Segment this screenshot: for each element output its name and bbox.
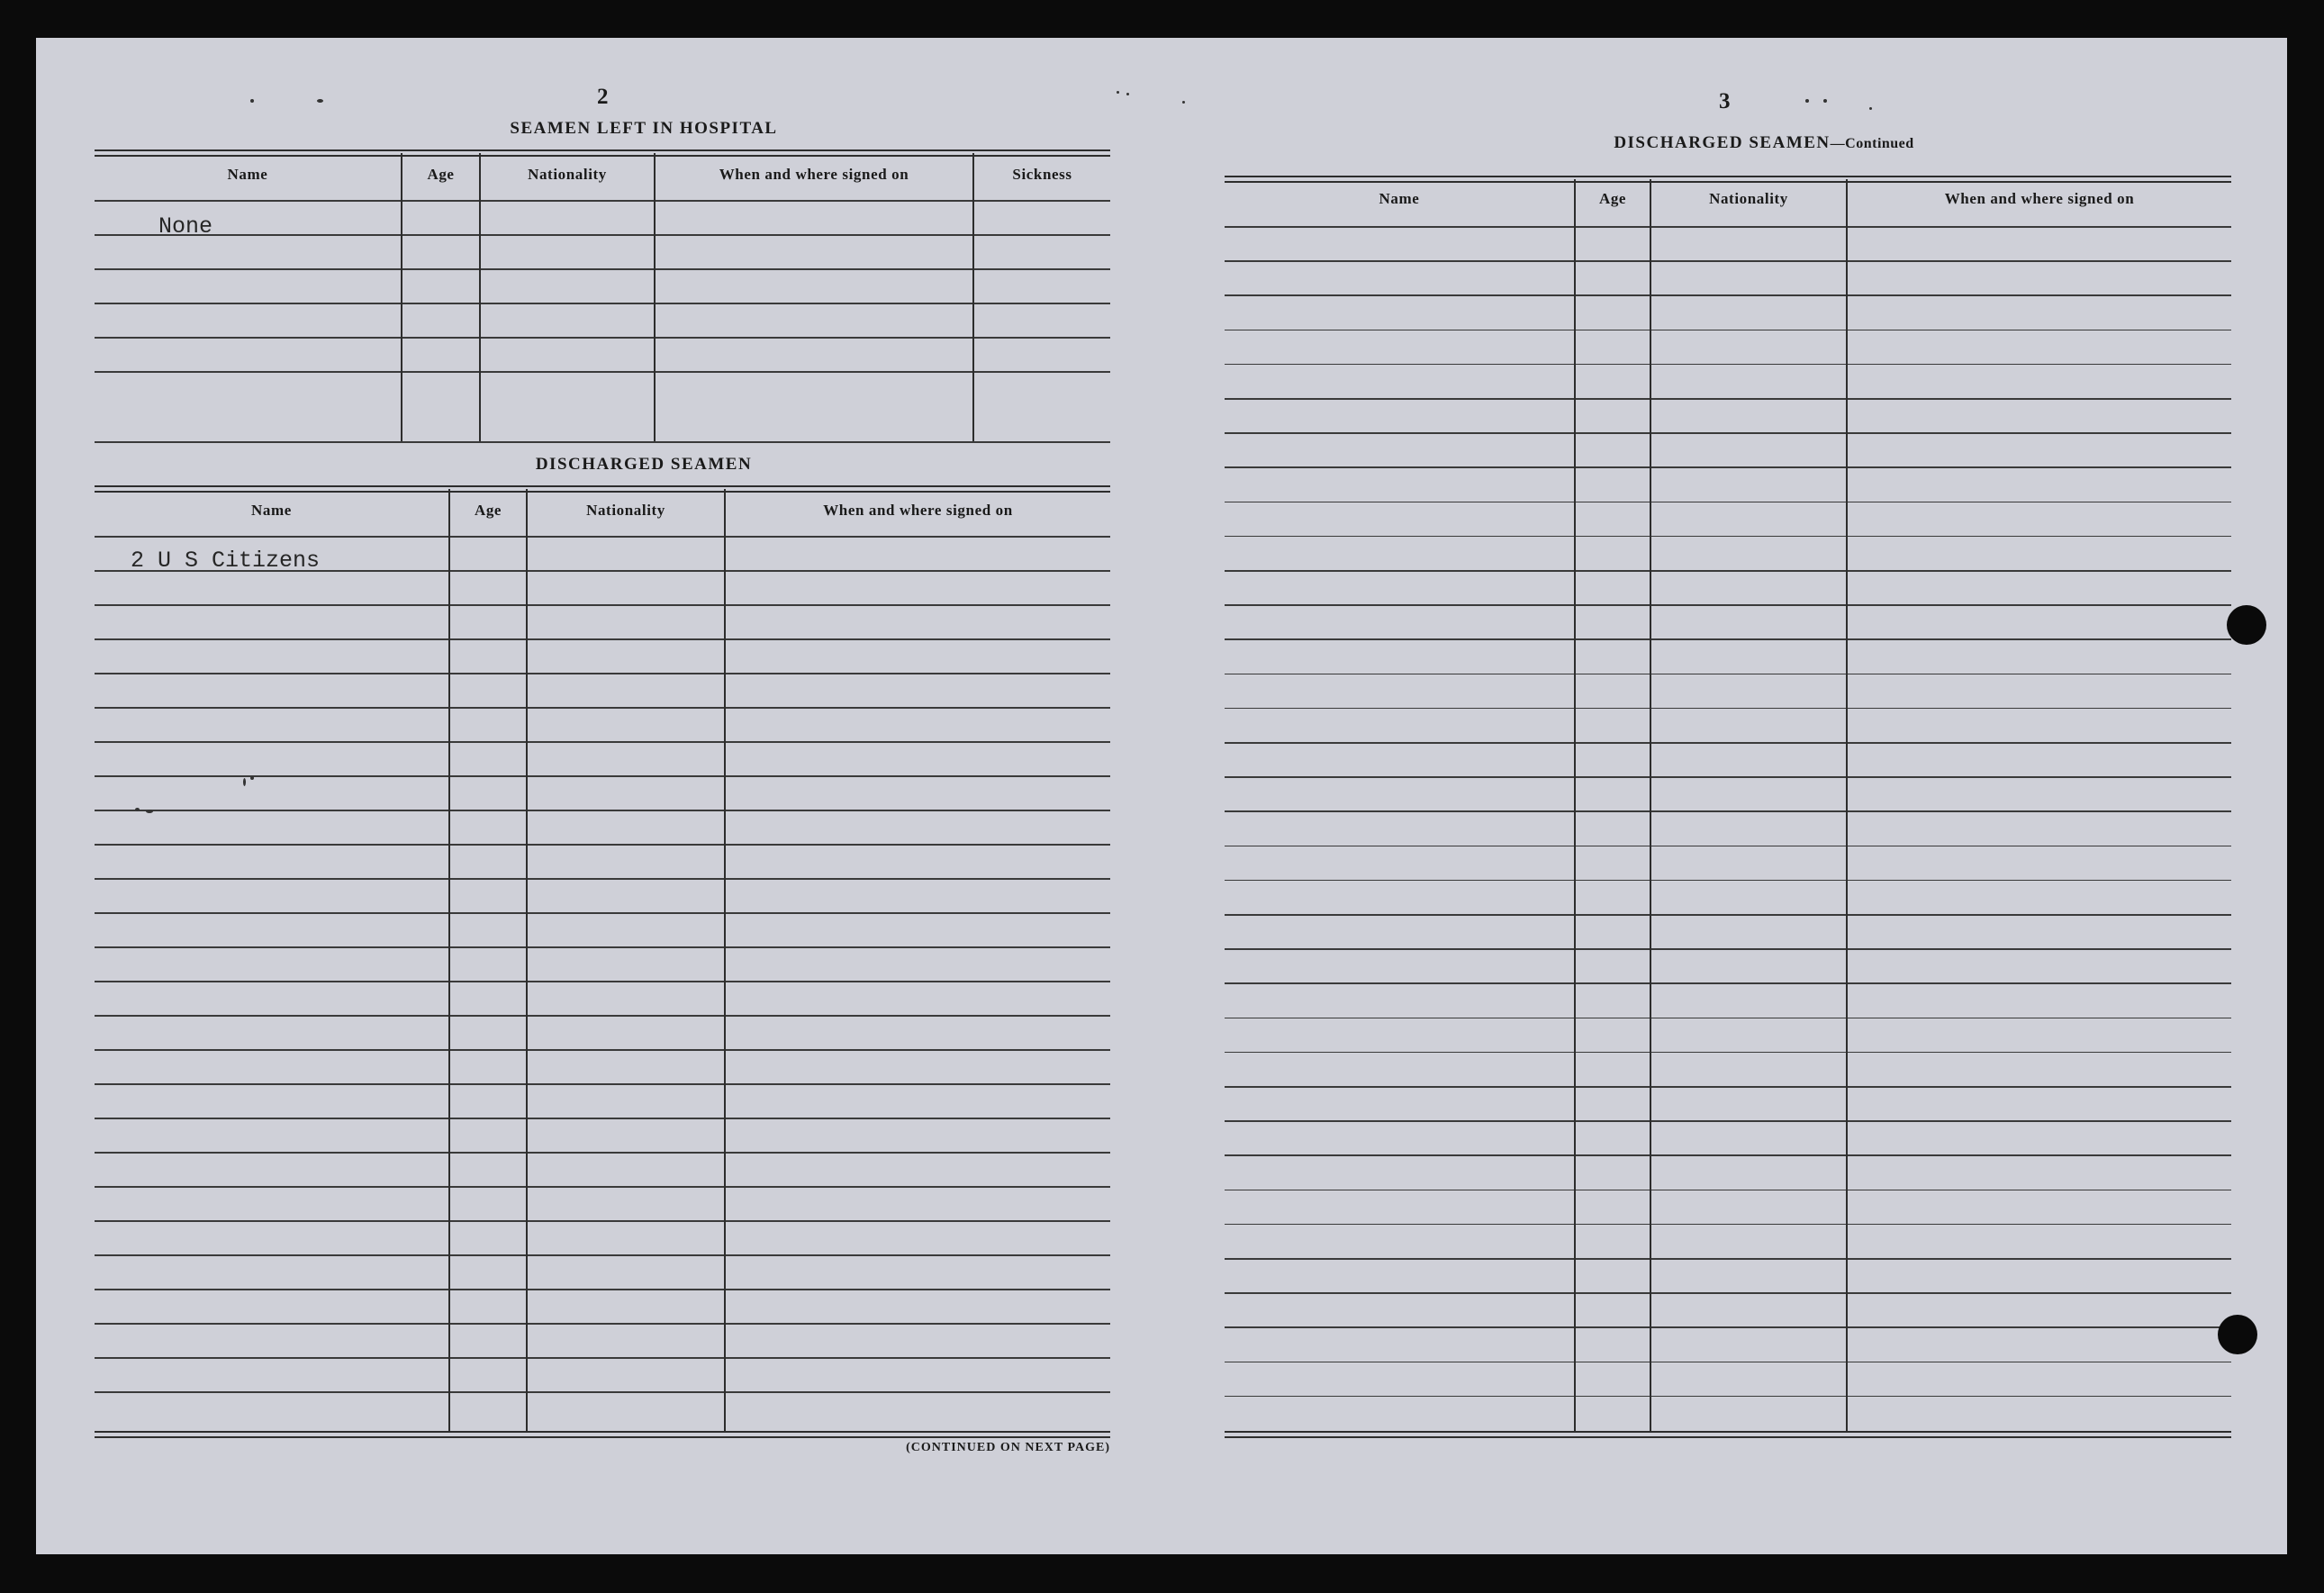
form-row-line: [95, 1391, 1110, 1393]
binder-hole: [2218, 1315, 2257, 1354]
form-row-line: [95, 1083, 1110, 1085]
form-row-line: [95, 878, 1110, 880]
form-row-line: [95, 536, 1110, 538]
form-row-line: [1225, 536, 2231, 538]
form-row-line: [95, 1289, 1110, 1290]
form-row-line: [1225, 1018, 2231, 1019]
form-row-line: [1225, 1258, 2231, 1260]
form-row-line: [95, 638, 1110, 640]
form-row-line: [95, 1049, 1110, 1051]
form-row-line: [95, 1254, 1110, 1256]
hospital-entry: None: [158, 213, 213, 240]
form-row-line: [1225, 294, 2231, 296]
form-row-line: [95, 1118, 1110, 1119]
form-row-line: [1225, 1190, 2231, 1191]
form-row-line: [1225, 1120, 2231, 1122]
discharged-continued-title: DISCHARGED SEAMEN—Continued: [1614, 133, 1914, 152]
form-row-line: [1225, 1326, 2231, 1328]
form-row-line: [1225, 1154, 2231, 1156]
form-row-line: [1225, 742, 2231, 744]
hospital-col-name: Name: [227, 166, 268, 183]
form-row-line: [95, 981, 1110, 982]
continued-col-age: Age: [1598, 190, 1627, 207]
discharged-col-name: Name: [251, 502, 292, 519]
form-row-line: [1225, 260, 2231, 262]
form-row-line: [1225, 1396, 2231, 1398]
discharged-entry: 2 U S Citizens: [131, 548, 321, 574]
form-row-line: [95, 1220, 1110, 1222]
continued-col-signed-on: When and where signed on: [1944, 190, 2135, 207]
form-row-line: [1225, 708, 2231, 710]
form-row-line: [95, 1323, 1110, 1325]
discharged-col-nationality: Nationality: [586, 502, 665, 519]
continued-col-name: Name: [1379, 190, 1420, 207]
form-row-line: [1225, 1086, 2231, 1088]
form-row-line: [1225, 880, 2231, 882]
form-row-line: [95, 912, 1110, 914]
discharged-col-age: Age: [474, 502, 502, 519]
right-page-number: 3: [1719, 89, 1731, 113]
form-row-line: [1225, 1362, 2231, 1363]
form-row-line: [95, 673, 1110, 674]
form-row-line: [1225, 1292, 2231, 1294]
hospital-col-nationality: Nationality: [528, 166, 607, 183]
form-row-line: [1225, 674, 2231, 675]
form-row-line: [1225, 776, 2231, 778]
form-row-line: [1225, 604, 2231, 606]
form-row-line: [1225, 432, 2231, 434]
form-row-line: [95, 810, 1110, 811]
form-row-line: [1225, 810, 2231, 812]
form-row-line: [95, 1152, 1110, 1154]
form-row-line: [1225, 914, 2231, 916]
form-row-line: [1225, 1224, 2231, 1226]
form-row-line: [1225, 502, 2231, 503]
form-row-line: [95, 775, 1110, 777]
form-row-line: [95, 604, 1110, 606]
hospital-section-title: SEAMEN LEFT IN HOSPITAL: [510, 119, 778, 138]
form-row-line: [1225, 466, 2231, 468]
continued-footer: (CONTINUED ON NEXT PAGE): [906, 1441, 1110, 1454]
binder-hole: [2227, 605, 2266, 645]
hospital-col-sickness: Sickness: [1012, 166, 1072, 183]
discharged-section-title: DISCHARGED SEAMEN: [535, 455, 753, 474]
form-row-line: [95, 741, 1110, 743]
document-sheet: [36, 38, 2287, 1554]
form-row-line: [1225, 226, 2231, 228]
form-row-line: [95, 707, 1110, 709]
form-row-line: [95, 1357, 1110, 1359]
hospital-col-age: Age: [427, 166, 455, 183]
left-page-number: 2: [597, 85, 609, 109]
form-row-line: [1225, 330, 2231, 331]
form-row-line: [1225, 982, 2231, 984]
form-row-line: [1225, 948, 2231, 950]
form-row-line: [95, 1186, 1110, 1188]
form-row-line: [1225, 364, 2231, 366]
discharged-col-signed-on: When and where signed on: [823, 502, 1013, 519]
form-row-line: [1225, 398, 2231, 400]
form-row-line: [95, 946, 1110, 948]
form-row-line: [1225, 846, 2231, 847]
form-row-line: [1225, 570, 2231, 572]
form-row-line: [1225, 638, 2231, 640]
continued-col-nationality: Nationality: [1709, 190, 1788, 207]
hospital-col-signed-on: When and where signed on: [719, 166, 909, 183]
form-row-line: [95, 1015, 1110, 1017]
form-row-line: [95, 844, 1110, 846]
form-row-line: [1225, 1052, 2231, 1054]
